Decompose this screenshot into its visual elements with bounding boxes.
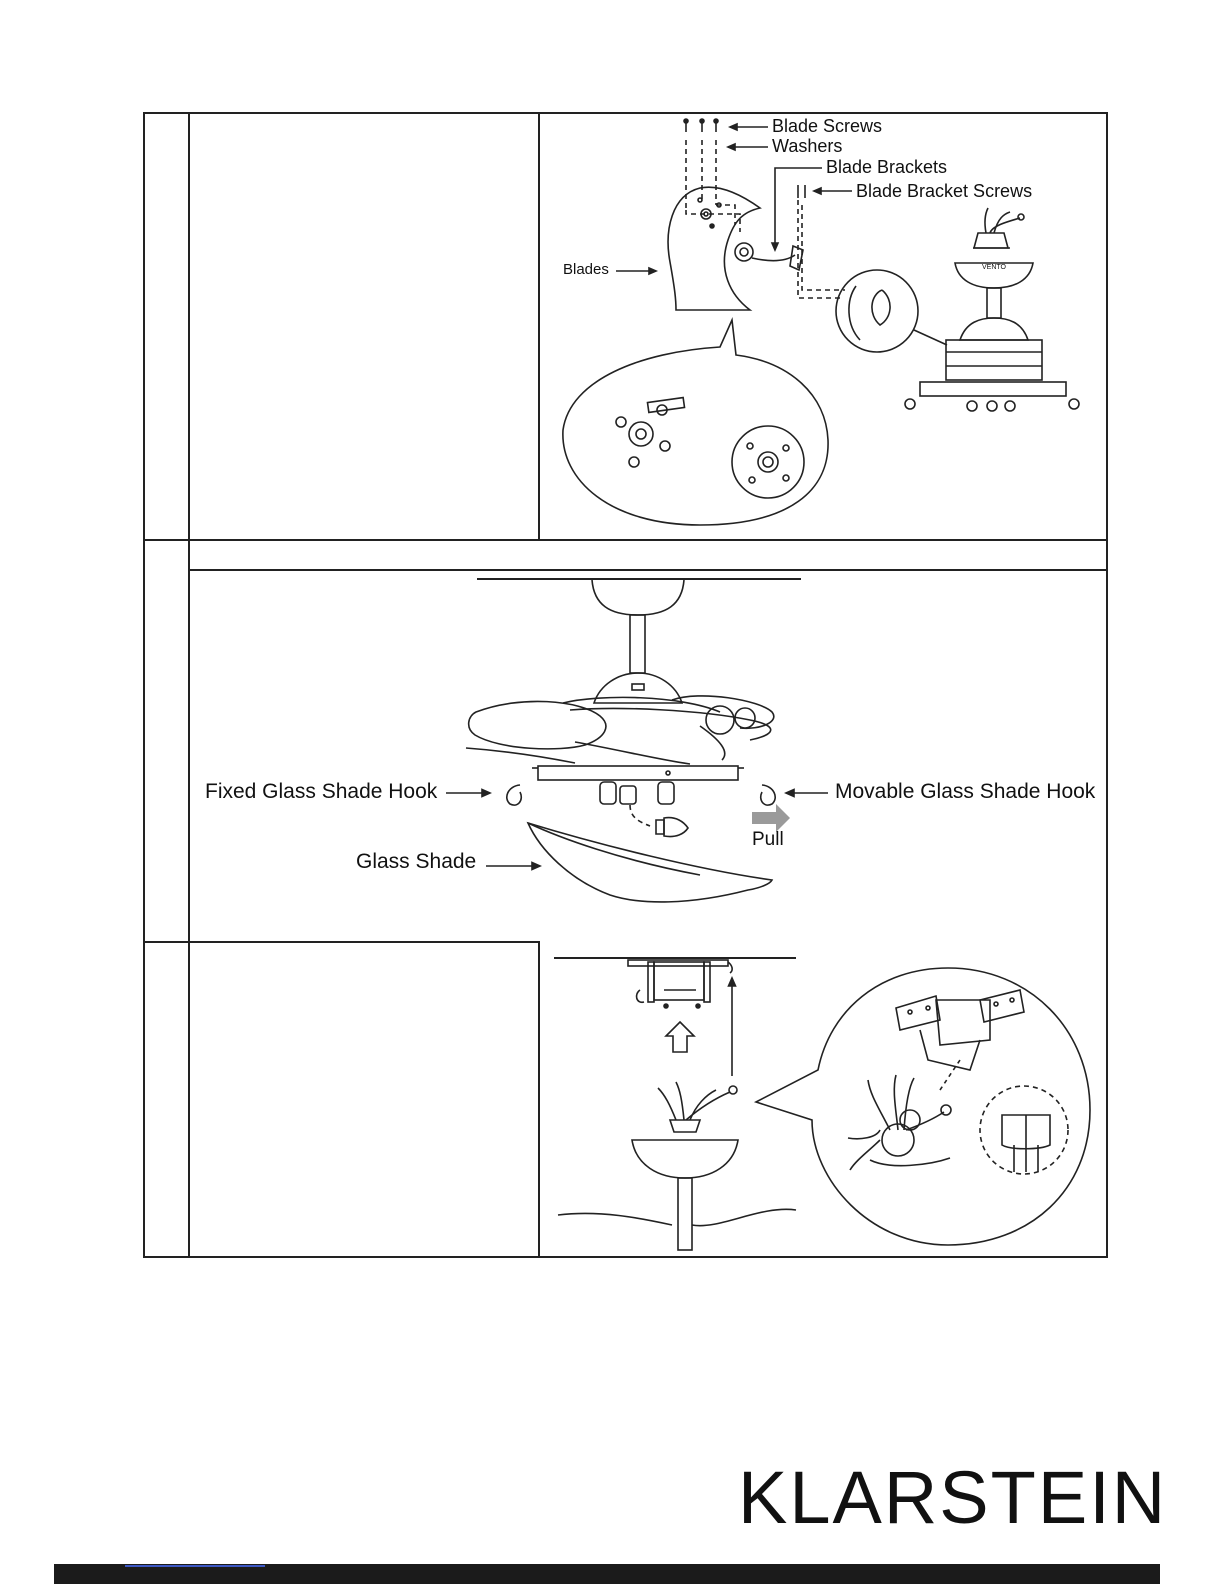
label-blade-brackets: Blade Brackets bbox=[826, 157, 948, 177]
label-blades: Blades bbox=[563, 261, 609, 278]
label-washers: Washers bbox=[772, 136, 843, 156]
label-glass-shade: Glass Shade bbox=[356, 850, 477, 873]
brand-logo: KLARSTEIN bbox=[738, 1456, 1168, 1539]
footer-bar bbox=[54, 1564, 1160, 1584]
label-blade-screws: Blade Screws bbox=[772, 116, 883, 136]
label-blade-bracket-screws: Blade Bracket Screws bbox=[856, 181, 1033, 201]
label-fixed-glass-shade-hook: Fixed Glass Shade Hook bbox=[205, 780, 438, 803]
label-movable-glass-shade-hook: Movable Glass Shade Hook bbox=[835, 780, 1096, 803]
label-pull: Pull bbox=[752, 829, 784, 850]
label-vento: VENTO bbox=[982, 264, 1006, 271]
footer-link-underline[interactable] bbox=[125, 1565, 265, 1567]
